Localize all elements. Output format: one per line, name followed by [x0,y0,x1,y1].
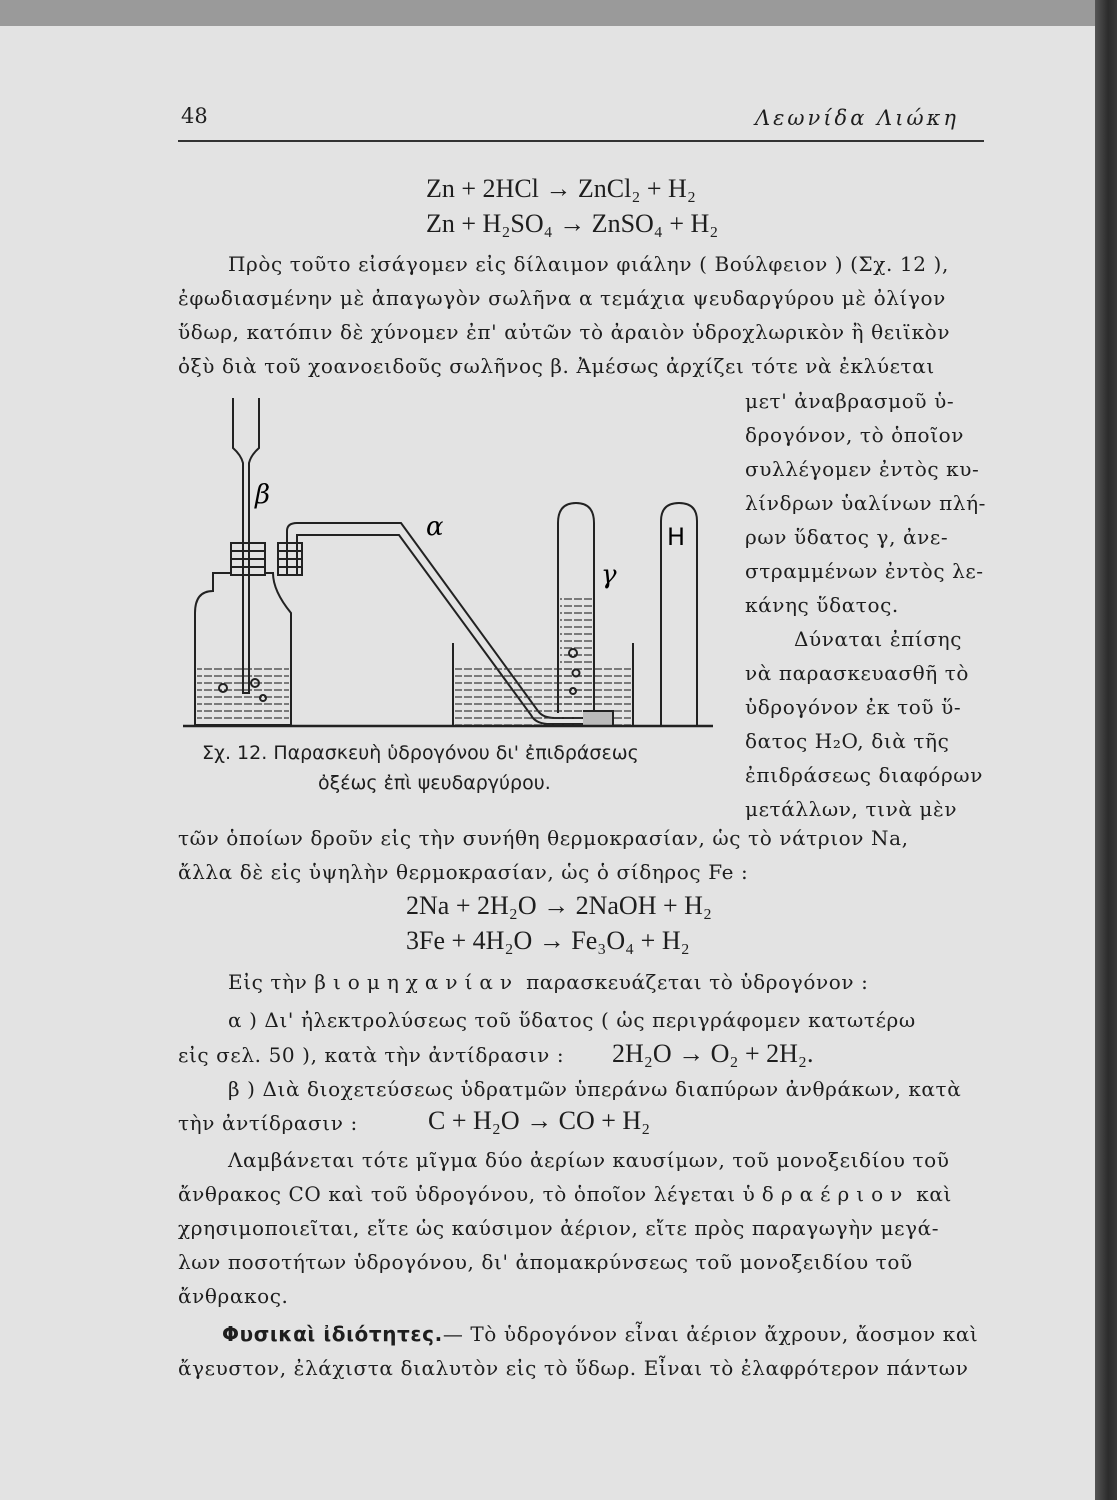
side-text-line: νὰ παρασκευασθῆ τὸ [745,661,970,685]
page-number: 48 [181,104,208,128]
shelf [583,711,613,726]
equation-na-water: 2Na + 2H₂O → 2NaOH + H₂ [406,891,712,920]
equation-zn-h2so4: Zn + H₂SO₄ → ZnSO₄ + H₂ [426,209,719,238]
para1-line: ἐφωδιασμένην μὲ ἀπαγωγὸν σωλῆνα α τεμάχια ψευδαργύρου μὲ ὀλίγον [178,286,946,310]
label-H: H [667,523,686,551]
physical-line1-rest: — Τὸ ὑδρογόνον εἶναι ἀέριον ἄχρουν, ἄοσμον καὶ [442,1322,979,1346]
side-text-line: δρογόνον, τὸ ὁποῖον [745,423,965,447]
para3-line: χρησιμοποιεῖται, εἴτε ὡς καύσιμον ἀέριον, εἴτε πρὸς παραγωγὴν μεγά- [178,1216,940,1240]
label-alpha: α [426,512,444,542]
para2-line: ἄλλα δὲ εἰς ὑψηλὴν θερμοκρασίαν, ὡς ὁ σίδηρος Fe : [178,860,749,884]
para3-line2-post: καὶ [916,1182,952,1206]
para3-line: ἄνθρακος. [178,1284,289,1308]
para3-line2-spaced: ὑδραέριον [742,1182,910,1206]
para3-line2 [178,1182,952,1206]
side-text-line: ὑδρογόνον ἐκ τοῦ ὕ- [745,695,962,719]
para2-line: τῶν ὁποίων δροῦν εἰς τὴν συνήθη θερμοκρασίαν, ὡς τὸ νάτριον Na, [178,826,909,850]
para3-line: λων ποσοτήτων ὑδρογόνου, δι' ἀπομακρύνσεως τοῦ μονοξειδίου τοῦ [178,1250,913,1274]
item-b-line2: τὴν ἀντίδρασιν : [178,1111,358,1135]
side-text-line: Δύναται ἐπίσης [794,627,962,651]
side-text-line: δατος H₂O, διὰ τῆς [745,729,950,753]
side-text-line: ρων ὕδατος γ, ἀνε- [745,525,949,549]
physical-line2: ἄγευστον, ἐλάχιστα διαλυτὸν εἰς τὸ ὕδωρ. Εἶναι τὸ ἐλαφρότερον πάντων [178,1356,969,1380]
industry-pre: Εἰς τὴν [228,970,308,994]
side-text-line: μετάλλων, τινὰ μὲν [745,797,958,821]
running-title: Λεωνίδα Λιώκη [755,106,959,130]
figure-caption-line1: Σχ. 12. Παρασκευὴ ὑδρογόνου δι' ἐπιδράσεως [202,742,639,764]
equation-fe-water: 3Fe + 4H₂O → Fe₃O₄ + H₂ [406,926,690,955]
industry-post: παρασκευάζεται τὸ ὑδρογόνον : [526,970,869,994]
industry-line [228,970,868,994]
header-rule [178,140,984,142]
scan-right-edge [1095,0,1117,1500]
item-b-line1: β ) Διὰ διοχετεύσεως ὑδρατμῶν ὑπεράνω διαπύρων ἀνθράκων, κατὰ [228,1077,962,1101]
item-b-equation: C + H₂O → CO + H₂ [428,1106,651,1135]
physical-line1 [222,1322,978,1346]
side-text-line: ἐπιδράσεως διαφόρων [745,763,983,787]
figure-12-apparatus [183,393,713,737]
item-a-line1: α ) Δι' ἠλεκτρολύσεως τοῦ ὕδατος ( ὡς περιγράφομεν κατωτέρω [228,1008,916,1032]
side-text-line: μετ' ἀναβρασμοῦ ὑ- [745,389,955,413]
side-text-line: συλλέγομεν ἐντὸς κυ- [745,457,980,481]
label-gamma: γ [601,560,617,590]
label-beta: β [255,480,271,510]
scan-top-edge [0,0,1095,26]
side-text-line: κάνης ὕδατος. [745,593,899,617]
figure-caption-line2: ὀξέως ἐπὶ ψευδαργύρου. [318,772,551,794]
side-text-line: λίνδρων ὑαλίνων πλή- [745,491,987,515]
para3-line2-pre: ἄνθρακος CO καὶ τοῦ ὑδρογόνου, τὸ ὁποῖον λέγεται [178,1182,736,1206]
para3-line: Λαμβάνεται τότε μῖγμα δύο ἀερίων καυσίμων, τοῦ μονοξειδίου τοῦ [228,1148,950,1172]
para1-line: ὀξὺ διὰ τοῦ χοανοειδοῦς σωλῆνος β. Ἀμέσως ἀρχίζει τότε νὰ ἐκλύεται [178,354,935,378]
item-a-equation: 2H₂O → O₂ + 2H₂. [612,1039,814,1068]
para1-line: Πρὸς τοῦτο εἰσάγομεν εἰς δίλαιμον φιάλην ( Βούλφειον ) (Σχ. 12 ), [228,252,949,276]
side-text-line: στραμμένων ἐντὸς λε- [745,559,984,583]
item-a-line2: εἰς σελ. 50 ), κατὰ τὴν ἀντίδρασιν : [178,1043,565,1067]
physical-heading: Φυσικαὶ ἰδιότητες. [222,1322,443,1346]
equation-zn-hcl: Zn + 2HCl → ZnCl₂ + H₂ [426,174,696,203]
para1-line: ὕδωρ, κατόπιν δὲ χύνομεν ἐπ' αὐτῶν τὸ ἀραιὸν ὑδροχλωρικὸν ἢ θειϊκὸν [178,320,951,344]
industry-spaced: βιομηχανίαν [314,970,520,994]
